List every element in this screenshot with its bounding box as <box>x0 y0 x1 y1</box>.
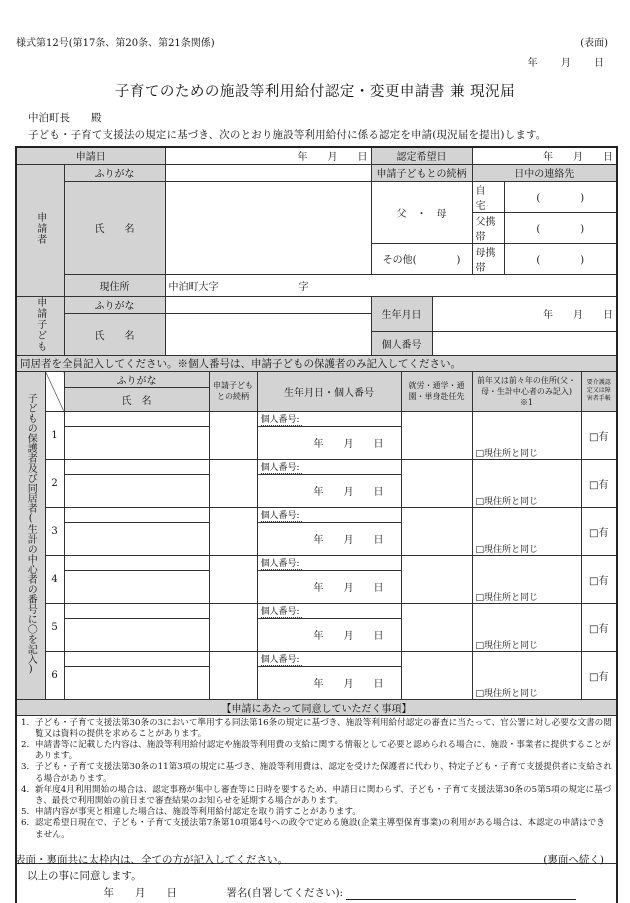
application-form <box>15 146 618 903</box>
address-label: 現住所 <box>64 274 165 296</box>
header-diagonal <box>45 371 64 411</box>
signature-field[interactable] <box>346 888 576 900</box>
member-relation-field[interactable] <box>209 507 257 555</box>
front-side-label: (表面) <box>580 38 608 49</box>
member-birth-field[interactable]: 年 月 日 <box>257 618 401 651</box>
agreement-date-field[interactable]: 年 月 日 <box>103 886 177 899</box>
col-birth-id: 生年月日・個人番号 <box>257 371 401 411</box>
member-same-address-checkbox[interactable]: □現住所と同じ <box>472 555 581 603</box>
member-care-checkbox[interactable]: □有 <box>581 459 617 507</box>
member-name-field[interactable] <box>64 474 209 507</box>
member-work-field[interactable] <box>401 459 472 507</box>
member-birth-field[interactable]: 年 月 日 <box>257 570 401 603</box>
member-work-field[interactable] <box>401 651 472 699</box>
member-furigana-field[interactable] <box>64 507 209 522</box>
form-number-label: 様式第12号(第17条、第20条、第21条関係) <box>16 38 215 49</box>
col-work: 就労・通学・通園・単身赴任先 <box>401 371 472 411</box>
member-work-field[interactable] <box>401 507 472 555</box>
member-care-checkbox[interactable]: □有 <box>581 651 617 699</box>
address-field[interactable]: 中泊町大字 字 <box>165 274 617 296</box>
member-furigana-field[interactable] <box>64 555 209 570</box>
birth-date-label: 生年月日 <box>371 296 432 331</box>
member-id-field[interactable]: 個人番号: <box>257 507 401 522</box>
consent-note: 6. 認定希望日現在で、子ども・子育て支援法第7条第10項第4号への政令で定める施設(企業主導型保育事業)の利用がある場合は、本認定の申請はできません。 <box>21 818 605 840</box>
signature-label: 署名(自署してください): <box>226 886 344 899</box>
member-furigana-field[interactable] <box>64 459 209 474</box>
col-furigana: ふりがな <box>64 371 209 387</box>
application-date-label: 申請日 <box>16 147 165 164</box>
consent-note: 4. 新年度4月利用開始の場合は、認定事務が集中し審査等に日時を要するため、申請日に関わらず、子ども・子育て支援法第30条の5第5項の規定に基づき、最長で利用開始の前日まで審査結果のお知らせを延期する場合があります。 <box>21 784 612 806</box>
member-relation-field[interactable] <box>209 411 257 459</box>
addressee: 中泊町長 殿 <box>28 112 102 124</box>
mother-mobile-label: 母携帯 <box>472 243 504 274</box>
member-birth-field[interactable]: 年 月 日 <box>257 666 401 699</box>
member-birth-field[interactable]: 年 月 日 <box>257 522 401 555</box>
household-side-label: 子どもの保護者及び同居者(生計の中心者の番号に〇を記入) <box>16 371 45 699</box>
member-name-field[interactable] <box>64 522 209 555</box>
relation-label: 申請子どもとの続柄 <box>371 164 472 181</box>
household-row-number: 5 <box>45 603 64 651</box>
member-care-checkbox[interactable]: □有 <box>581 411 617 459</box>
member-work-field[interactable] <box>401 603 472 651</box>
col-name: 氏 名 <box>64 387 209 411</box>
application-date-field[interactable]: 年 月 日 <box>165 147 371 164</box>
child-furigana-label: ふりがな <box>64 296 165 313</box>
consent-note: 3. 子ども・子育て支援法第30条の11第3項の規定に基づき、施設等利用費は、認定を受けた保護者に代わり、特定子ども・子育て支援提供者に支給される場合があります。 <box>21 762 612 784</box>
member-same-address-checkbox[interactable]: □現住所と同じ <box>472 411 581 459</box>
consent-notes <box>16 715 617 863</box>
member-same-address-checkbox[interactable]: □現住所と同じ <box>472 507 581 555</box>
member-relation-field[interactable] <box>209 459 257 507</box>
home-phone-label: 自 宅 <box>472 181 504 212</box>
agreement-section <box>16 863 617 903</box>
mother-mobile-field[interactable]: ( ) <box>504 243 617 274</box>
member-relation-field[interactable] <box>209 555 257 603</box>
desired-date-label: 認定希望日 <box>371 147 472 164</box>
member-work-field[interactable] <box>401 411 472 459</box>
member-same-address-checkbox[interactable]: □現住所と同じ <box>472 603 581 651</box>
member-name-field[interactable] <box>64 426 209 459</box>
child-name-field[interactable] <box>165 313 371 355</box>
household-row-number: 2 <box>45 459 64 507</box>
household-row-number: 4 <box>45 555 64 603</box>
col-care-cert: 要介護認定又は障害者手帳 <box>581 371 617 411</box>
member-furigana-field[interactable] <box>64 603 209 618</box>
home-phone-field[interactable]: ( ) <box>504 181 617 212</box>
child-label: 申請子ども <box>16 296 64 355</box>
child-furigana-field[interactable] <box>165 296 371 313</box>
applicant-label: 申請者 <box>16 164 64 296</box>
consent-note: 5. 申請内容が事実と相違した場合は、施設等利用給付認定を取り消すことがあります。 <box>21 807 361 818</box>
household-instruction: 同居者を全員記入してください。※個人番号は、申請子どもの保護者のみ記入してください。 <box>16 355 617 371</box>
member-relation-field[interactable] <box>209 651 257 699</box>
member-furigana-field[interactable] <box>64 651 209 666</box>
relation-parent-option[interactable]: 父 ・ 母 <box>371 181 472 243</box>
household-row-number: 6 <box>45 651 64 699</box>
desired-date-field[interactable]: 年 月 日 <box>472 147 617 164</box>
child-id-field[interactable] <box>432 331 617 355</box>
header-date[interactable]: 年 月 日 <box>527 58 604 69</box>
member-furigana-field[interactable] <box>64 411 209 426</box>
member-care-checkbox[interactable]: □有 <box>581 555 617 603</box>
household-row-number: 1 <box>45 411 64 459</box>
applicant-name-field[interactable] <box>165 181 371 274</box>
member-id-field[interactable]: 個人番号: <box>257 555 401 570</box>
col-relation: 申請子どもとの続柄 <box>209 371 257 411</box>
col-prev-address: 前年又は前々年の住所(父・母・生計中心者のみ記入) ※1 <box>472 371 581 411</box>
continued-label: (裏面へ続く) <box>543 854 604 866</box>
applicant-name-label: 氏 名 <box>64 181 165 274</box>
member-birth-field[interactable]: 年 月 日 <box>257 474 401 507</box>
consent-note: 2. 申請書等に記載した内容は、施設等利用給付認定や施設等利用費の支給に関する情報として必要と認められる場合に、施設・事業者に提供することがあります。 <box>21 739 611 762</box>
member-care-checkbox[interactable]: □有 <box>581 603 617 651</box>
member-id-field[interactable]: 個人番号: <box>257 603 401 618</box>
father-mobile-field[interactable]: ( ) <box>504 212 617 243</box>
child-id-label: 個人番号 <box>371 331 432 355</box>
footer-note: 表面・裏面共に太枠内は、全ての方が記入してください。 <box>15 854 288 866</box>
member-birth-field[interactable]: 年 月 日 <box>257 426 401 459</box>
member-same-address-checkbox[interactable]: □現住所と同じ <box>472 459 581 507</box>
member-relation-field[interactable] <box>209 603 257 651</box>
form-title: 子育てのための施設等利用給付認定・変更申請書 兼 現況届 <box>114 84 516 100</box>
member-care-checkbox[interactable]: □有 <box>581 507 617 555</box>
member-same-address-checkbox[interactable]: □現住所と同じ <box>472 651 581 699</box>
father-mobile-label: 父携帯 <box>472 212 504 243</box>
consent-header: 【申請にあたって同意していただく事項】 <box>16 699 617 715</box>
applicant-furigana-label: ふりがな <box>64 164 165 181</box>
member-name-field[interactable] <box>64 666 209 699</box>
household-row-number: 3 <box>45 507 64 555</box>
agreement-text: 以上の事に同意します。 <box>27 869 142 882</box>
daytime-contact-label: 日中の連絡先 <box>472 164 617 181</box>
member-name-field[interactable] <box>64 570 209 603</box>
member-name-field[interactable] <box>64 618 209 651</box>
consent-note: 1. 子ども・子育て支援法第30条の3において準用する同法第16条の規定に基づき、施設等利用給付認定の審査に当たって、官公署に対し必要な文書の閲覧又は資料の提供を求めることがあります。 <box>21 717 612 739</box>
member-work-field[interactable] <box>401 555 472 603</box>
member-id-field[interactable]: 個人番号: <box>257 411 401 426</box>
applicant-furigana-field[interactable] <box>165 164 371 181</box>
relation-other-option[interactable]: その他( ) <box>371 243 472 274</box>
member-id-field[interactable]: 個人番号: <box>257 459 401 474</box>
member-id-field[interactable]: 個人番号: <box>257 651 401 666</box>
intro-text: 子ども・子育て支援法の規定に基づき、次のとおり施設等利用給付に係る認定を申請(現況届を提出)します。 <box>28 129 547 141</box>
child-birth-field[interactable]: 年 月 日 <box>432 296 617 331</box>
child-name-label: 氏 名 <box>64 313 165 355</box>
